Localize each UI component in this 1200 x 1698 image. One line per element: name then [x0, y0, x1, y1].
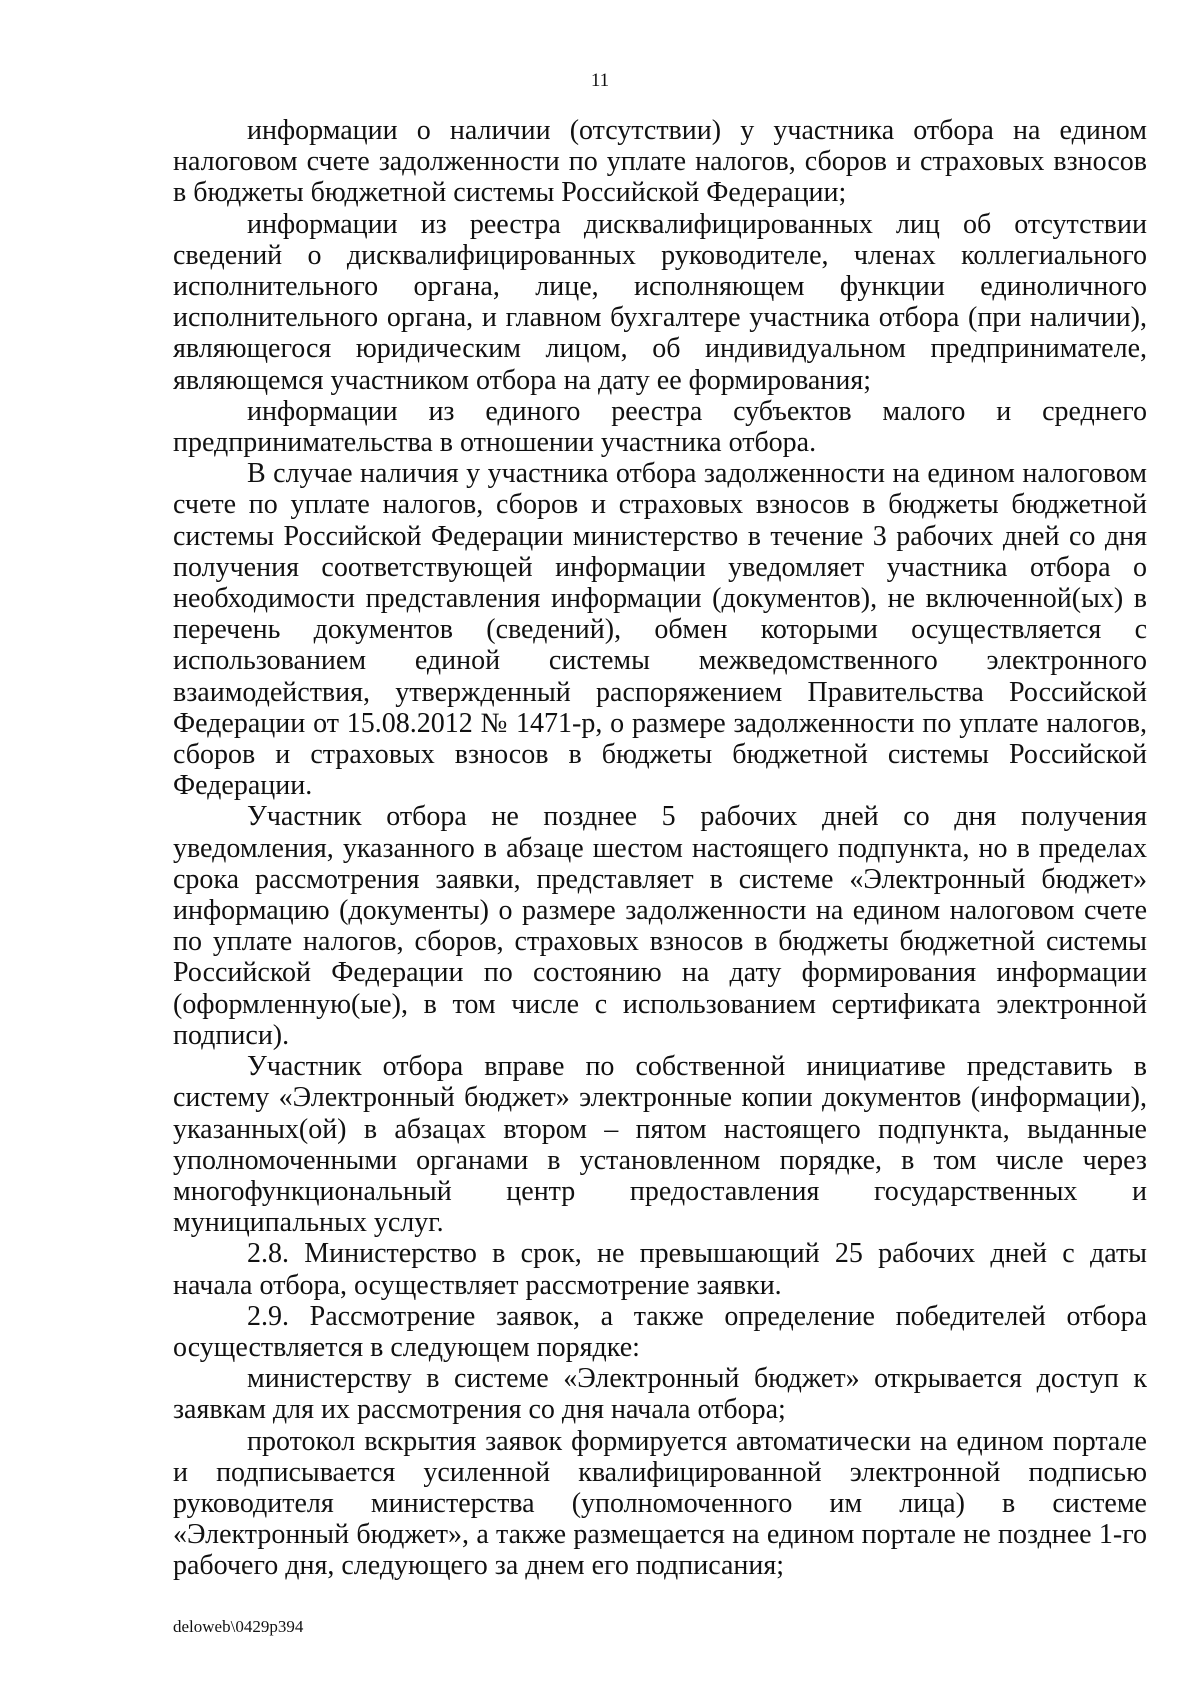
paragraph: Участник отбора не позднее 5 рабочих дней со дня получения уведомления, указанного в абзаце шестом настоящего подпункта, но в пределах срока рассмотрения заявки, представляет в системе «Электронный бюджет» информацию (документы) о размере задолженности на едином налоговом счете по уплате налогов, сборов, страховых взносов в бюджеты бюджетной системы Российской Федерации по состоянию на дату формирования информации (оформленную(ые), в том числе с использованием сертификата электронной подписи).	[173, 801, 1147, 1051]
paragraph: министерству в системе «Электронный бюджет» открывается доступ к заявкам для их рассмотрения со дня начала отбора;	[173, 1363, 1147, 1426]
paragraph: информации из единого реестра субъектов малого и среднего предпринимательства в отношении участника отбора.	[173, 395, 1147, 459]
paragraph: 2.8. Министерство в срок, не превышающий 25 рабочих дней с даты начала отбора, осуществляет рассмотрение заявки.	[173, 1238, 1147, 1301]
footer-document-id: deloweb\0429p394	[173, 1617, 304, 1636]
paragraph: Участник отбора вправе по собственной инициативе представить в систему «Электронный бюджет» электронные копии документов (информации), указанных(ой) в абзацах втором – пятом настоящего подпункта, выданные уполномоченными органами в установленном порядке, в том числе через многофункциональный центр предоставления государственных и муниципальных услуг.	[173, 1051, 1147, 1239]
paragraph: протокол вскрытия заявок формируется автоматически на едином портале и подписывается усиленной квалифицированной электронной подписью руководителя министерства (уполномоченного им лица) в системе «Электронный бюджет», а также размещается на едином портале не позднее 1-го рабочего дня, следующего за днем его подписания;	[173, 1425, 1147, 1582]
paragraph: информации о наличии (отсутствии) у участника отбора на едином налоговом счете задолженности по уплате налогов, сборов и страховых взносов в бюджеты бюджетной системы Российской Федерации;	[173, 115, 1147, 209]
paragraph: информации из реестра дисквалифицированных лиц об отсутствии сведений о дисквалифицированных руководителе, членах коллегиального исполнительного органа, лице, исполняющем функции единоличного исполнительного органа, и главном бухгалтере участника отбора (при наличии), являющегося юридическим лицом, об индивидуальном предпринимателе, являющемся участником отбора на дату ее формирования;	[173, 208, 1147, 396]
paragraph: 2.9. Рассмотрение заявок, а также определение победителей отбора осуществляется в следующем порядке:	[173, 1300, 1147, 1363]
page-number: 11	[590, 70, 610, 91]
document-body	[173, 115, 1147, 1582]
paragraph: В случае наличия у участника отбора задолженности на едином налоговом счете по уплате налогов, сборов и страховых взносов в бюджеты бюджетной системы Российской Федерации министерство в течение 3 рабочих дней со дня получения соответствующей информации уведомляет участника отбора о необходимости представления информации (документов), не включенной(ых) в перечень документов (сведений), обмен которыми осуществляется с использованием единой системы межведомственного электронного взаимодействия, утвержденный распоряжением Правительства Российской Федерации от 15.08.2012 № 1471-р, о размере задолженности по уплате налогов, сборов и страховых взносов в бюджеты бюджетной системы Российской Федерации.	[173, 458, 1147, 802]
